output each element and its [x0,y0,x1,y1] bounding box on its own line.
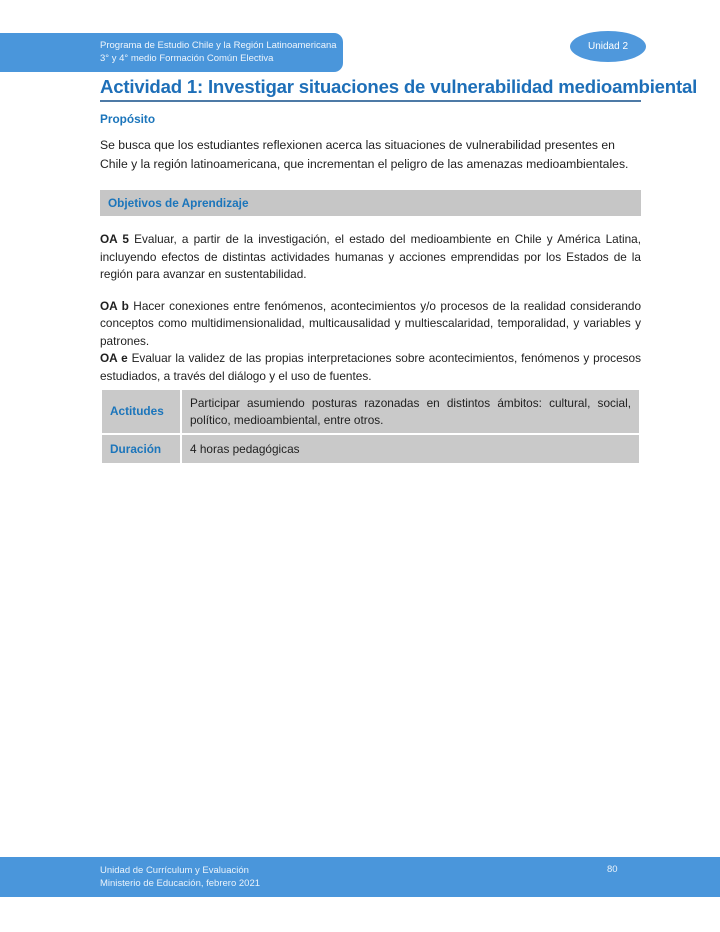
objectives-heading: Objetivos de Aprendizaje [108,196,249,210]
details-table [100,388,641,465]
row-label: Duración [102,435,180,463]
page-number: 80 [607,864,618,875]
table-row-duracion [102,435,639,463]
table-row-actitudes [102,390,639,433]
footer-line-2: Ministerio de Educación, febrero 2021 [100,878,261,889]
objective-item [100,231,641,284]
objective-text: Evaluar la validez de las propias interpretaciones sobre acontecimientos, fenómenos y procesos estudiados, a través del diálogo y el uso de fuentes. [100,351,641,383]
header-program-bar [0,33,343,72]
row-value: 4 horas pedagógicas [182,435,639,463]
footer-bar [0,857,720,897]
objective-item [100,350,641,385]
objective-code: OA e [100,351,128,365]
title-divider [100,100,641,102]
objectives-header-bar [100,190,641,216]
objective-item [100,298,641,351]
activity-title: Actividad 1: Investigar situaciones de vulnerabilidad medioambiental [100,76,698,97]
footer-line-1: Unidad de Currículum y Evaluación [100,865,249,876]
objective-code: OA 5 [100,232,129,246]
unit-badge-label: Unidad 2 [587,41,629,52]
purpose-text: Se busca que los estudiantes reflexionen acerca las situaciones de vulnerabilidad presentes en Chile y la región latinoamericana, que incrementan el peligro de las amenazas medioambientales. [100,138,629,171]
unit-badge [570,31,646,62]
objective-text: Hacer conexiones entre fenómenos, acontecimientos y/o procesos de la realidad considerando conceptos como multidimensionalidad, multicausalidad y multiescalaridad, temporalidad, y variables y patrones. [100,298,642,348]
objective-code: OA b [100,298,129,313]
objective-text: Evaluar, a partir de la investigación, el estado del medioambiente en Chile y América Latina, incluyendo efectos de distintas actividades humanas y acciones emprendidas por los Estados de la región para avanzar en sustentabilidad. [100,232,641,281]
objectives-list [100,231,641,385]
program-title-line: Programa de Estudio Chile y la Región Latinoamericana [100,40,337,51]
program-subtitle-line: 3° y 4° medio Formación Común Electiva [100,52,274,64]
row-value: Participar asumiendo posturas razonadas en distintos ámbitos: cultural, social, político, medioambiental, entre otros. [182,390,639,433]
purpose-heading: Propósito [100,112,156,126]
row-label: Actitudes [102,390,180,433]
